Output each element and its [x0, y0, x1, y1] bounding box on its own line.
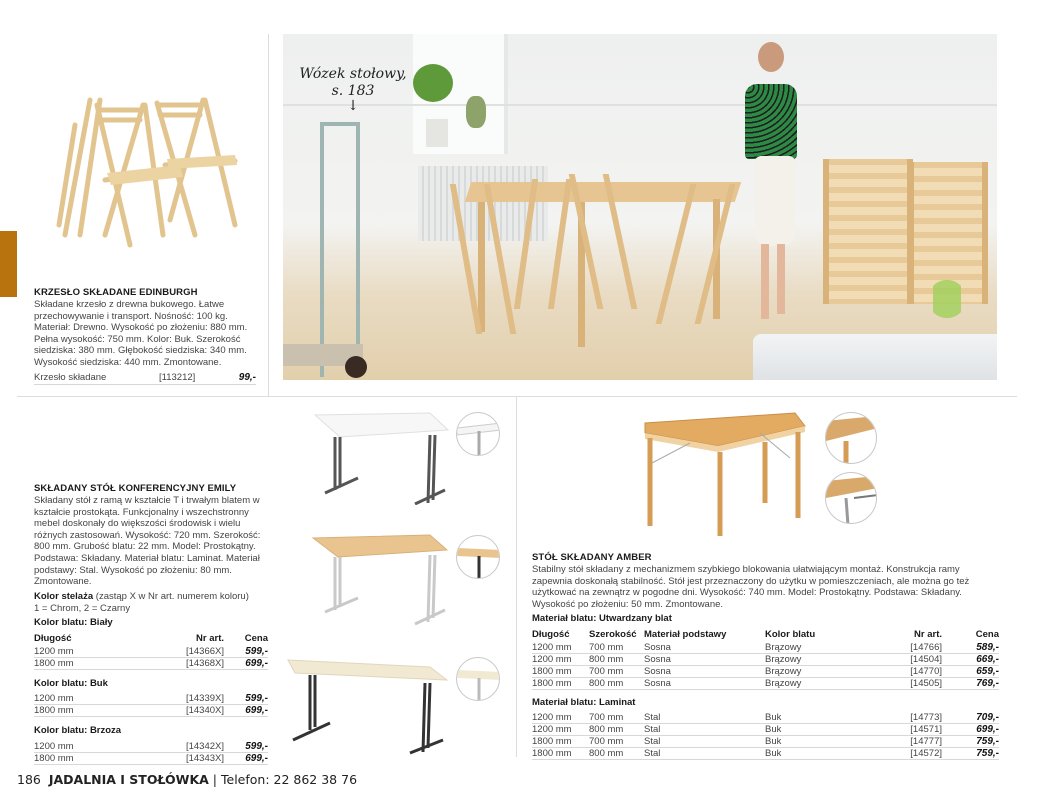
- cell-art: [14368X]: [169, 657, 224, 669]
- cell-top-color: Brązowy: [765, 653, 875, 665]
- cell-art: [14773]: [875, 712, 942, 724]
- cell-price: 599,-: [224, 693, 268, 705]
- trolley-annotation: [298, 66, 408, 112]
- cell-art: [14342X]: [169, 740, 224, 752]
- amber-table-image: [640, 408, 810, 538]
- cell-length: 1200 mm: [34, 740, 169, 752]
- flower-shape: [933, 254, 961, 344]
- amber-price-table-hardened: [532, 628, 999, 690]
- divider-horizontal: [17, 396, 1017, 397]
- header-price: Cena: [244, 633, 268, 645]
- person-shirt: [745, 84, 797, 159]
- frame-color-heading: [34, 591, 274, 603]
- cell-top-color: Buk: [765, 736, 875, 748]
- plant-pot-shape: [426, 119, 448, 147]
- cell-price: 589,-: [942, 641, 999, 653]
- cell-price: 599,-: [224, 645, 268, 657]
- cell-top-color: Brązowy: [765, 665, 875, 677]
- divider-vertical-bottom: [516, 396, 517, 757]
- cell-price: 669,-: [942, 653, 999, 665]
- cell-length: 1200 mm: [34, 645, 169, 657]
- table-row: [34, 752, 268, 764]
- cell-price: 699,-: [224, 752, 268, 764]
- cell-width: 800 mm: [589, 748, 644, 760]
- person-head: [758, 42, 784, 72]
- table-row: [532, 724, 999, 736]
- annotation-line1: Wózek stołowy,: [299, 66, 407, 82]
- cell-top-color: Buk: [765, 712, 875, 724]
- arrow-down-icon: ↓: [347, 98, 359, 114]
- emily-group-label: Kolor blatu: Buk: [34, 677, 108, 689]
- table-header-row: [34, 632, 268, 645]
- table-row: [34, 705, 268, 717]
- cell-length: 1200 mm: [532, 641, 589, 653]
- trolley-wheel: [345, 356, 367, 378]
- emily-title: SKŁADANY STÓŁ KONFERENCYJNY EMILY: [34, 483, 237, 494]
- cell-art: [14504]: [875, 653, 942, 665]
- header-length: Długość: [532, 629, 570, 641]
- cell-art: [14505]: [875, 677, 942, 689]
- cactus-shape: [466, 96, 486, 128]
- cell-base: Sosna: [644, 641, 765, 653]
- cell-width: 800 mm: [589, 653, 644, 665]
- plant-shape: [413, 64, 453, 102]
- emily-beech-table-image: [310, 530, 450, 630]
- phone-number: Telefon: 22 862 38 76: [221, 772, 358, 787]
- room-photo: [283, 34, 997, 380]
- item-name: Krzesło składane: [34, 372, 107, 384]
- header-base: Materiał podstawy: [644, 629, 727, 641]
- person-skirt: [755, 156, 795, 246]
- emily-white-table-image: [310, 405, 450, 505]
- cell-price: 769,-: [942, 677, 999, 689]
- header-art: Nr art.: [914, 629, 942, 641]
- cell-top-color: Brązowy: [765, 677, 875, 689]
- edinburgh-product-block: [34, 287, 264, 385]
- amber-price-table-laminate: [532, 712, 999, 761]
- cell-art: [14770]: [875, 665, 942, 677]
- frame-color-options: 1 = Chrom, 2 = Czarny: [34, 602, 131, 614]
- cell-width: 700 mm: [589, 641, 644, 653]
- item-price: 99,-: [238, 372, 256, 384]
- table-row: [532, 677, 999, 689]
- amber-detail-circle-wood: [825, 412, 877, 464]
- table-row: [532, 748, 999, 760]
- cell-length: 1800 mm: [532, 677, 589, 689]
- cell-length: 1200 mm: [532, 653, 589, 665]
- cell-length: 1200 mm: [532, 724, 589, 736]
- table-row: [532, 712, 999, 724]
- frame-color-label: Kolor stelaża: [34, 590, 94, 602]
- person-leg: [761, 244, 769, 319]
- emily-description: Składany stół z ramą w kształcie T i trwałym blatem w kształcie prostokąta. Funkcjonalny i wszechstronny mebel doskonały do większości środowisk i wielu różnych zastosowań. Wysokość: 720 mm. Szerokość: 800 mm. Grubość blatu: 22 mm. Model: Prostokątny. Podstawa: Składany. Materiał blatu: Laminat. Materiał podstawy: Stal. Wysokość po złożeniu: 80 mm. Zmontowane.: [34, 495, 261, 588]
- edinburgh-price-row: [34, 372, 256, 385]
- cell-price: 759,-: [942, 736, 999, 748]
- table-row: [532, 653, 999, 665]
- page-footer: [17, 772, 357, 787]
- cell-base: Stal: [644, 748, 765, 760]
- cell-length: 1800 mm: [34, 705, 169, 717]
- emily-detail-circle: [456, 535, 500, 579]
- header-length: Długość: [34, 633, 72, 645]
- table-row: [34, 740, 268, 752]
- emily-price-table-birch: [34, 740, 268, 765]
- cell-top-color: Buk: [765, 748, 875, 760]
- cell-width: 700 mm: [589, 665, 644, 677]
- cell-base: Stal: [644, 724, 765, 736]
- amber-detail-circle-steel: [825, 472, 877, 524]
- stacked-chairs: [823, 159, 913, 304]
- cell-price: 699,-: [224, 657, 268, 669]
- cell-art: [14571]: [875, 724, 942, 736]
- table-row: [34, 645, 268, 657]
- cell-base: Sosna: [644, 677, 765, 689]
- cell-top-color: Brązowy: [765, 641, 875, 653]
- emily-detail-circle: [456, 657, 500, 701]
- cell-art: [14572]: [875, 748, 942, 760]
- frame-color-note: (zastąp X w Nr art. numerem koloru): [95, 590, 249, 602]
- cell-width: 800 mm: [589, 724, 644, 736]
- cell-price: 759,-: [942, 748, 999, 760]
- divider-vertical-top: [268, 34, 269, 396]
- table-row: [34, 657, 268, 669]
- person-leg: [777, 244, 785, 314]
- header-width: Szerokość: [589, 629, 637, 641]
- cell-price: 659,-: [942, 665, 999, 677]
- cell-length: 1200 mm: [532, 712, 589, 724]
- trolley-frame: [320, 122, 360, 377]
- table-row: [532, 641, 999, 653]
- cell-art: [14366X]: [169, 645, 224, 657]
- header-price: Cena: [975, 629, 999, 641]
- cell-art: [14343X]: [169, 752, 224, 764]
- amber-group-label: Materiał blatu: Laminat: [532, 696, 636, 708]
- page-number: 186: [17, 772, 41, 787]
- amber-product-block: [532, 552, 1002, 760]
- item-art-number: [113212]: [159, 372, 196, 384]
- table-row: [532, 736, 999, 748]
- amber-group-label: Materiał blatu: Utwardzany blat: [532, 613, 672, 625]
- cell-base: Sosna: [644, 665, 765, 677]
- cell-length: 1800 mm: [34, 752, 169, 764]
- cell-art: [14340X]: [169, 705, 224, 717]
- cell-price: 599,-: [224, 740, 268, 752]
- annotation-line2: s. 183: [331, 83, 375, 99]
- footer-separator: |: [212, 772, 218, 787]
- cell-width: 700 mm: [589, 712, 644, 724]
- cell-price: 699,-: [942, 724, 999, 736]
- cell-top-color: Buk: [765, 724, 875, 736]
- emily-group-label: Kolor blatu: Brzoza: [34, 725, 122, 737]
- amber-description: Stabilny stół składany z mechanizmem szybkiego blokowania ułatwiającym montaż. Konstrukcja ramy zapewnia doskonałą stabilność. Stół jest przeznaczony do użytku w pomieszczeniach, ale można go też użytkować na zewnątrz w pogodne dni. Wysokość: 740 mm. Model: Prostokątny. Podstawa: Składany. Wysokość po złożeniu: 50 mm. Zmontowane.: [532, 564, 970, 610]
- section-tab-marker: [0, 231, 17, 297]
- cell-art: [14766]: [875, 641, 942, 653]
- cell-base: Stal: [644, 736, 765, 748]
- cell-base: Sosna: [644, 653, 765, 665]
- cell-art: [14339X]: [169, 693, 224, 705]
- table-header-row: [532, 628, 999, 641]
- section-name: JADALNIA I STOŁÓWKA: [48, 772, 209, 787]
- edinburgh-description: Składane krzesło z drewna bukowego. Łatwe przechowywanie i transport. Nośność: 100 kg. Materiał: Drewno. Wysokość po złożeniu: 880 mm. Pełna wysokość: 750 mm. Kolor: Buk. Szerokość siedziska: 380 mm. Głębokość siedziska: 340 mm. Wysokość siedziska: 440 mm. Zmontowane.: [34, 299, 248, 368]
- cell-width: 800 mm: [589, 677, 644, 689]
- chair-shape: [656, 184, 736, 324]
- cell-length: 1200 mm: [34, 693, 169, 705]
- emily-product-block: [34, 483, 274, 765]
- cell-length: 1800 mm: [532, 736, 589, 748]
- emily-group-label: Kolor blatu: Biały: [34, 617, 113, 629]
- amber-title: STÓŁ SKŁADANY AMBER: [532, 552, 652, 563]
- cell-art: [14777]: [875, 736, 942, 748]
- cell-length: 1800 mm: [532, 665, 589, 677]
- cell-length: 1800 mm: [532, 748, 589, 760]
- emily-birch-table-image: [285, 655, 450, 755]
- emily-price-table-beech: [34, 693, 268, 718]
- table-row: [532, 665, 999, 677]
- emily-detail-circle: [456, 412, 500, 456]
- emily-price-table-white: [34, 632, 268, 670]
- cell-length: 1800 mm: [34, 657, 169, 669]
- header-art: Nr art.: [196, 633, 224, 645]
- cell-base: Stal: [644, 712, 765, 724]
- cell-width: 700 mm: [589, 736, 644, 748]
- cell-price: 699,-: [224, 705, 268, 717]
- cell-price: 709,-: [942, 712, 999, 724]
- edinburgh-title: KRZESŁO SKŁADANE EDINBURGH: [34, 287, 198, 298]
- table-row: [34, 693, 268, 705]
- header-top-color: Kolor blatu: [765, 629, 816, 641]
- edinburgh-chair-image: [45, 85, 245, 250]
